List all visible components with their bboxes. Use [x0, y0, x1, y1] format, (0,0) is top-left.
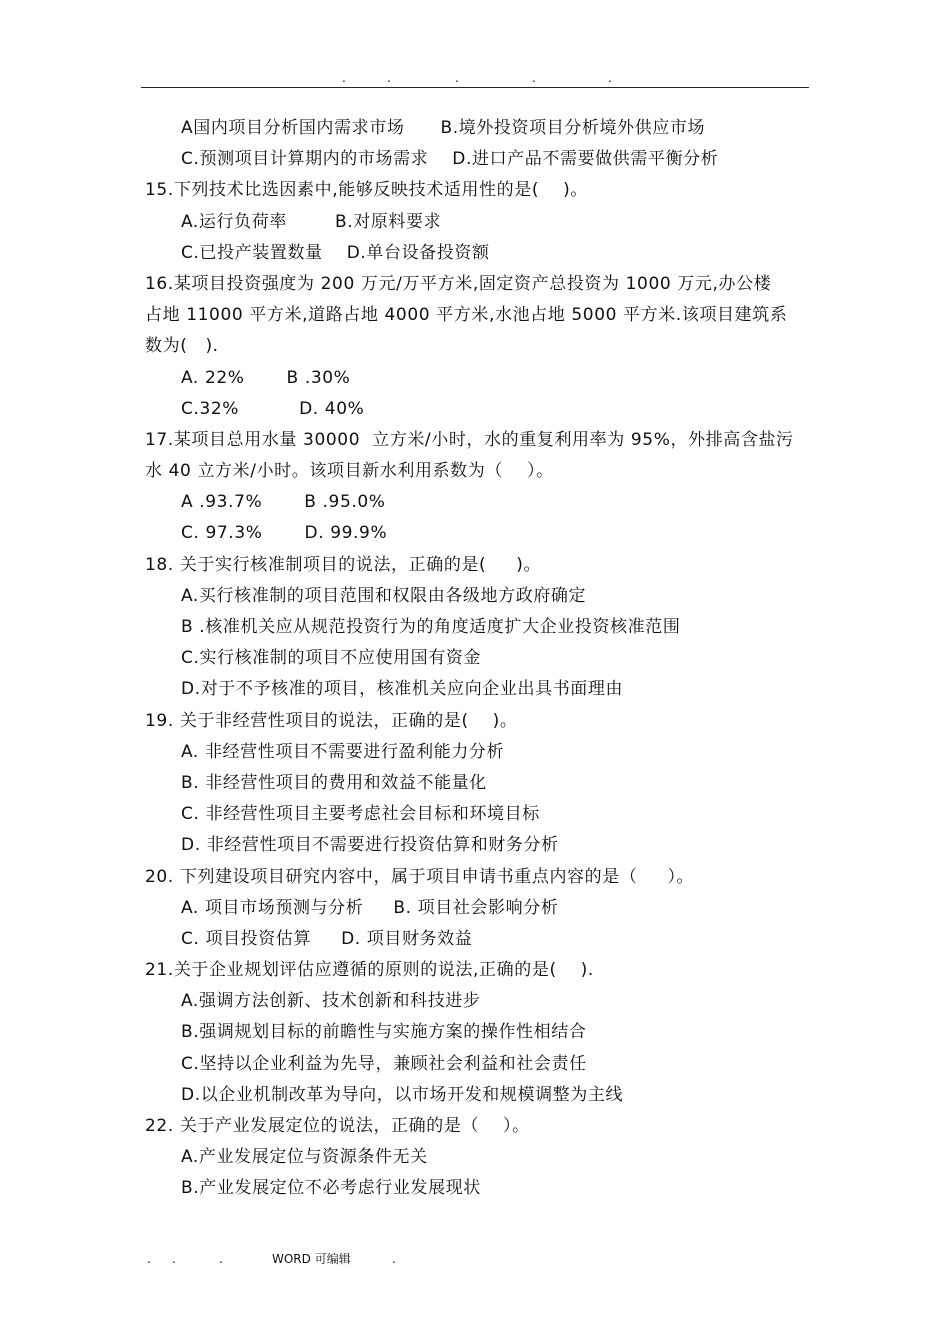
document-body: [145, 113, 815, 1205]
option-line: A.买行核准制的项目范围和权限由各级地方政府确定: [181, 585, 587, 606]
option-line: B.强调规划目标的前瞻性与实施方案的操作性相结合: [181, 1022, 587, 1043]
header-dot: .: [608, 71, 612, 85]
question-line: 19. 关于非经营性项目的说法，正确的是( )。: [145, 710, 518, 731]
footer-dot: .: [172, 1252, 176, 1266]
option-line: A. 非经营性项目不需要进行盈利能力分析: [181, 741, 505, 762]
page-footer: [0, 1250, 950, 1268]
question-line: 17.某项目总用水量 30000 立方米/小时，水的重复利用率为 95%，外排高含盐污: [145, 429, 794, 450]
option-line: A. 项目市场预测与分析 B. 项目社会影响分析: [181, 897, 559, 918]
option-line: C. 项目投资估算 D. 项目财务效益: [181, 928, 473, 949]
header-dot: .: [455, 71, 459, 85]
option-line: C.已投产装置数量 D.单台设备投资额: [181, 242, 490, 263]
header-rule: [141, 87, 809, 88]
question-continuation-line: 水 40 立方米/小时。该项目新水利用系数为（ ）。: [145, 461, 554, 482]
question-line: 18. 关于实行核准制项目的说法，正确的是( )。: [145, 554, 542, 575]
page-header-dots: [0, 70, 950, 86]
option-line: C. 97.3% D. 99.9%: [181, 523, 388, 544]
footer-dot: .: [392, 1252, 396, 1266]
option-line: B.产业发展定位不必考虑行业发展现状: [181, 1178, 481, 1199]
option-line: D.以企业机制改革为导向，以市场开发和规模调整为主线: [181, 1084, 624, 1105]
option-line: A .93.7% B .95.0%: [181, 492, 386, 513]
question-line: 21.关于企业规划评估应遵循的原则的说法,正确的是( ).: [145, 960, 594, 981]
option-line: C.预测项目计算期内的市场需求 D.进口产品不需要做供需平衡分析: [181, 149, 719, 170]
question-line: 15.下列技术比选因素中,能够反映技术适用性的是( )。: [145, 180, 588, 201]
option-line: C.实行核准制的项目不应使用国有资金: [181, 648, 482, 669]
option-line: C. 非经营性项目主要考虑社会目标和环境目标: [181, 804, 540, 825]
footer-dot: .: [219, 1252, 223, 1266]
option-line: D.对于不予核准的项目，核准机关应向企业出具书面理由: [181, 679, 624, 700]
question-line: 22. 关于产业发展定位的说法，正确的是（ ）。: [145, 1116, 530, 1136]
option-line: A. 22% B .30%: [181, 367, 351, 388]
option-line: A.运行负荷率 B.对原料要求: [181, 211, 442, 232]
option-line: C.32% D. 40%: [181, 398, 365, 419]
header-dot: .: [532, 71, 536, 85]
question-line: 20. 下列建设项目研究内容中，属于项目申请书重点内容的是（ ）。: [145, 866, 695, 887]
question-line: 16.某项目投资强度为 200 万元/万平方米,固定资产总投资为 1000 万元,办公楼: [145, 273, 772, 294]
question-continuation-line: 数为( ).: [145, 336, 219, 357]
option-line: B .核准机关应从规范投资行为的角度适度扩大企业投资核准范围: [181, 617, 681, 637]
header-dot: .: [342, 71, 346, 85]
option-line: A国内项目分析国内需求市场 B.境外投资项目分析境外供应市场: [181, 118, 706, 138]
option-line: A.强调方法创新、技术创新和科技进步: [181, 991, 481, 1012]
option-line: B. 非经营性项目的费用和效益不能量化: [181, 772, 487, 793]
footer-label: WORD 可编辑: [272, 1252, 351, 1266]
option-line: D. 非经营性项目不需要进行投资估算和财务分析: [181, 835, 559, 856]
option-line: A.产业发展定位与资源条件无关: [181, 1147, 428, 1168]
footer-dot: .: [147, 1252, 151, 1266]
question-continuation-line: 占地 11000 平方米,道路占地 4000 平方米,水池占地 5000 平方米.该项目建筑系: [145, 305, 788, 326]
option-line: C.坚持以企业利益为先导，兼顾社会利益和社会责任: [181, 1053, 587, 1074]
header-dot: .: [387, 71, 391, 85]
